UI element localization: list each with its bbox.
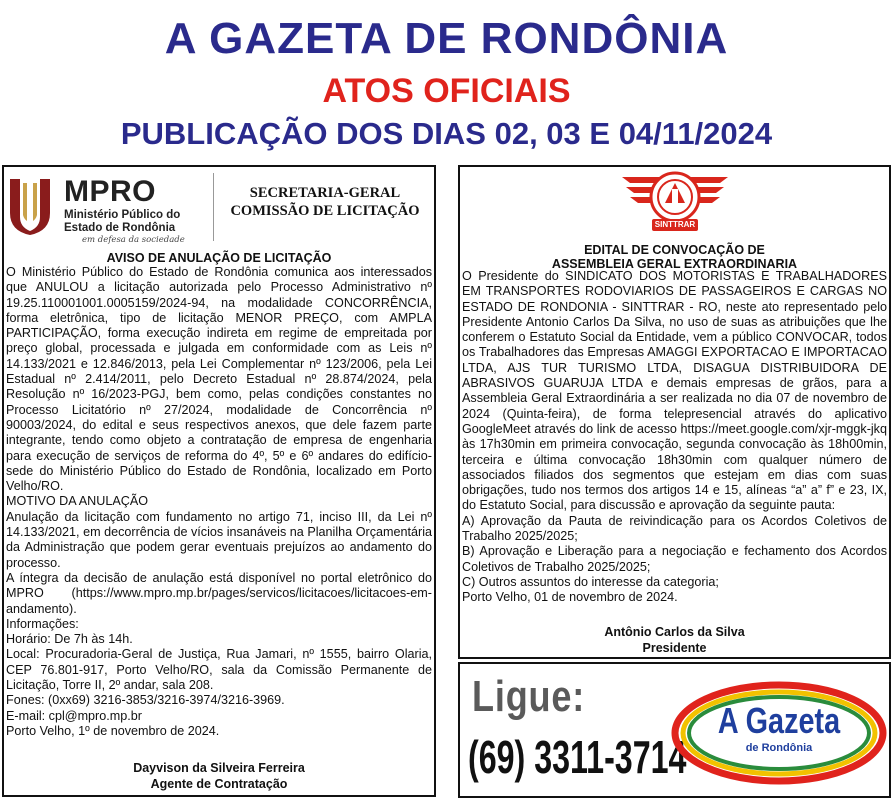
signer-role: Agente de Contratação (150, 777, 288, 791)
signer-name: Antônio Carlos da Silva (604, 625, 745, 639)
info-label: Informações: (6, 616, 79, 631)
edital-title-line2: ASSEMBLEIA GERAL EXTRAORDINARIA (551, 257, 798, 271)
section-subtitle: ATOS OFICIAIS (322, 72, 571, 110)
mpro-logo-line1: Ministério Público do (64, 209, 181, 221)
ad-phone-number: (69) 3311-3714 (468, 731, 687, 783)
paragraph: O Ministério Público do Estado de Rondônia comunica aos interessados que ANULOU a licitação autorizada pelo Processo Administrativo nº 19.25.110001001.0005159/2024-94, na modalidade CONCORRÊNCIA, forma eletrônica, tipo de licitação MENOR PREÇO, com AMPLA PARTICIPAÇÃO, forma execução indireta em regime de empreitada por preço global, processada e julgada em conformidade com as Leis nº 14.133/2021 e 12.846/2013, pela Lei Complementar nº 123/2006, pela Lei Estadual nº 2.414/2011, pelo Decreto Estadual nº 28.874/2024, pela Resolução nº 16/2023-PGJ, bem como, pelas condições constantes no Processo Licitatório nº 27/2024, modalidade de Concorrência nº 90003/2024, do edital e seus respectivos anexos, que dele fazem parte integrante, tendo como objeto a contratação de empresa de engenharia para execução de serviços de reforma do 4º, 5º e 6º andares do edifício-sede do Ministério Público do Estado de Rondônia, localizado em Porto Velho/RO. (6, 265, 432, 494)
mpro-logo-line2: Estado de Rondônia (64, 222, 176, 234)
agenda-item-a: A) Aprovação da Pauta de reivindicação para os Acordos Coletivos de Trabalho 2025/2025; (462, 513, 887, 544)
agenda-item-b: B) Aprovação e Liberação para a negociação e fechamento dos Acordos Coletivos de Trabalho 2025/2025; (462, 544, 887, 574)
edital-body (462, 269, 887, 606)
motivo-label: MOTIVO DA ANULAÇÃO (6, 494, 149, 509)
mpro-logo-word: MPRO (64, 175, 156, 208)
mpro-emblem-icon (8, 177, 52, 237)
mpro-notice (2, 165, 436, 797)
header-divider (213, 173, 214, 241)
gazeta-logo-sub: de Rondônia (745, 742, 813, 754)
publication-dates: PUBLICAÇÃO DOS DIAS 02, 03 E 04/11/2024 (120, 116, 773, 151)
sinttrar-notice (458, 165, 891, 659)
notice-body (6, 265, 432, 739)
email-text: E-mail: cpl@mpro.mp.br (6, 708, 142, 723)
secretaria-label: SECRETARIA-GERAL (249, 185, 401, 201)
signer-name: Dayvison da Silveira Ferreira (133, 761, 305, 775)
paragraph: O Presidente do SINDICATO DOS MOTORISTAS E TRABALHADORES EM TRANSPORTES RODOVIARIOS DE PASSAGEIROS E CARGAS NO ESTADO DE RONDONIA - SINTTRAR - RO, neste ato representado pelo Presidente Antonio Carlos Da Silva, no uso de suas as atribuições que lhe conferem o Estatuto Social da Entidade, vem a público CONVOCAR, todos os Trabalhadores das Empresas AMAGGI EXPORTACAO E IMPORTACAO LTDA, AJS TUR TURISMO LTDA, DISAGUA DISTRIBUIDORA DE ABRASIVOS GUARUJA LTDA e demais empresas de grãos, para a Assembleia Geral Extraordinária a ser realizada no dia 07 de novembro de 2024 (Quinta-feira), de forma telepresencial através do aplicativo GoogleMeet através do link de acesso https://meet.google.com/xjr-mggk-jkq às 17h30min em primeira convocação, segunda convocação às 18h00min, terceira e última convocação 18h30min com qualquer número de associados filiados dos segmentos que estejam em dias com suas obrigações, tudo nos termos dos artigos 14 e 15, alíneas “a” a” f” e 23, IX, do Estatuto Social, para discussão e aprovação da seguinte pauta: (462, 269, 887, 513)
newspaper-title: A GAZETA DE RONDÔNIA (164, 14, 729, 63)
signer-role: Presidente (642, 641, 707, 655)
sinttrar-logo-text: SINTTRAR (654, 220, 696, 229)
comissao-label: COMISSÃO DE LICITAÇÃO (230, 203, 420, 219)
date-text: Porto Velho, 1º de novembro de 2024. (6, 723, 220, 738)
paragraph: A íntegra da decisão de anulação está disponível no portal eletrônico do MPRO (https://www.mpro.mp.br/pages/servicos/licitacoes/licitacoes-em-andamento). (6, 570, 432, 616)
agenda-item-c: C) Outros assuntos do interesse da categoria; (462, 574, 719, 589)
date-text: Porto Velho, 01 de novembro de 2024. (462, 590, 678, 605)
notice-title: AVISO DE ANULAÇÃO DE LICITAÇÃO (106, 251, 332, 265)
mpro-header (4, 167, 434, 249)
edital-title-line1: EDITAL DE CONVOCAÇÃO DE (584, 243, 765, 257)
gazeta-logo-main: A Gazeta (717, 700, 841, 741)
gazeta-ad (458, 662, 891, 798)
paragraph: Anulação da licitação com fundamento no artigo 71, inciso III, da Lei nº 14.133/2021, em decorrência de vícios insanáveis na Planilha Orçamentária da Administração que podem gerar eventuais prejuízos ao andamento do processo. (6, 509, 432, 570)
mpro-logo-tagline: em defesa da sociedade (82, 235, 185, 245)
local-text: Local: Procuradoria-Geral de Justiça, Rua Jamari, nº 1555, bairro Olaria, CEP 76.801-917, Porto Velho/RO, sala da Comissão Permanente de Licitação, Torre II, 2º andar, sala 208. (6, 647, 432, 693)
horario-text: Horário: De 7h às 14h. (6, 632, 133, 647)
ad-call-text: Ligue: (472, 672, 586, 721)
phones-text: Fones: (0xx69) 3216-3853/3216-3974/3216-3969. (6, 693, 285, 708)
